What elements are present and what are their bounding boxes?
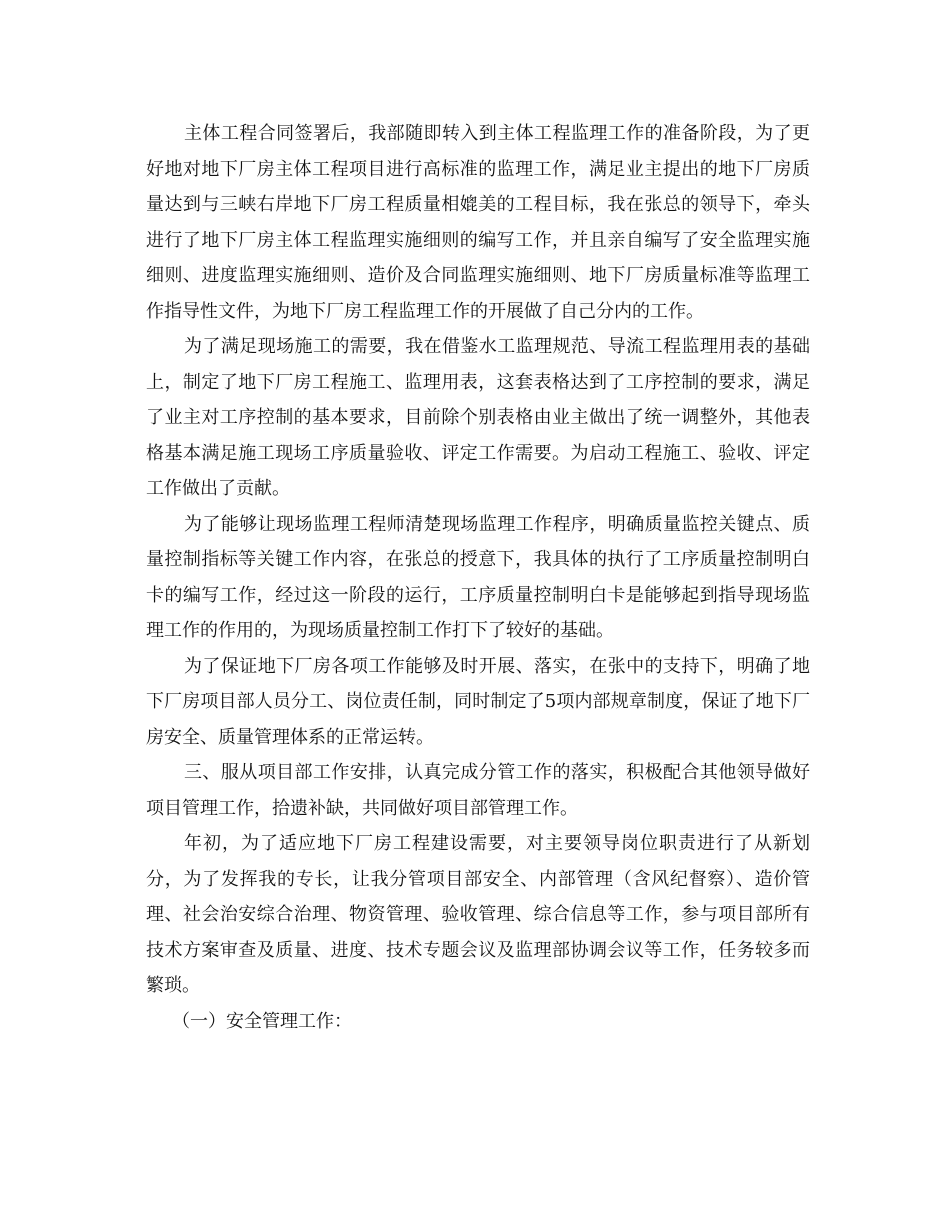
paragraph-staffing-rules: 为了保证地下厂房各项工作能够及时开展、落实，在张中的支持下，明确了地下厂房项目部人员分工、岗位责任制，同时制定了5项内部规章制度，保证了地下厂房安全、质量管理体系的正常运转。: [146, 655, 810, 748]
document-page: [146, 116, 810, 1039]
subheading-safety-management: （一）安全管理工作：: [172, 1010, 352, 1032]
paragraph-duty-assignment: 年初，为了适应地下厂房工程建设需要，对主要领导岗位职责进行了从新划分，为了发挥我的专长，让我分管项目部安全、内部管理（含风纪督察）、造价管理、社会治安综合治理、物资管理、验收管理、综合信息等工作，参与项目部所有技术方案审查及质量、进度、技术专题会议及监理部协调会议等工作，任务较多而繁琐。: [146, 833, 810, 996]
section-heading-three: 三、服从项目部工作安排，认真完成分管工作的落实，积极配合其他领导做好项目管理工作，拾遗补缺，共同做好项目部管理工作。: [146, 762, 810, 819]
paragraph-quality-control-card: 为了能够让现场监理工程师清楚现场监理工作程序，明确质量监控关键点、质量控制指标等关键工作内容，在张总的授意下，我具体的执行了工序质量控制明白卡的编写工作，经过这一阶段的运行，工序质量控制明白卡是能够起到指导现场监理工作的作用的，为现场质量控制工作打下了较好的基础。: [146, 513, 810, 641]
paragraph-contract-preparation: 主体工程合同签署后，我部随即转入到主体工程监理工作的准备阶段，为了更好地对地下厂房主体工程项目进行高标准的监理工作，满足业主提出的地下厂房质量达到与三峡右岸地下厂房工程质量相媲美的工程目标，我在张总的领导下，牵头进行了地下厂房主体工程监理实施细则的编写工作，并且亲自编写了安全监理实施细则、进度监理实施细则、造价及合同监理实施细则、地下厂房质量标准等监理工作指导性文件，为地下厂房工程监理工作的开展做了自己分内的工作。: [146, 123, 810, 322]
paragraph-construction-forms: 为了满足现场施工的需要，我在借鉴水工监理规范、导流工程监理用表的基础上，制定了地下厂房工程施工、监理用表，这套表格达到了工序控制的要求，满足了业主对工序控制的基本要求，目前除个别表格由业主做出了统一调整外，其他表格基本满足施工现场工序质量验收、评定工作需要。为启动工程施工、验收、评定工作做出了贡献。: [146, 336, 810, 499]
